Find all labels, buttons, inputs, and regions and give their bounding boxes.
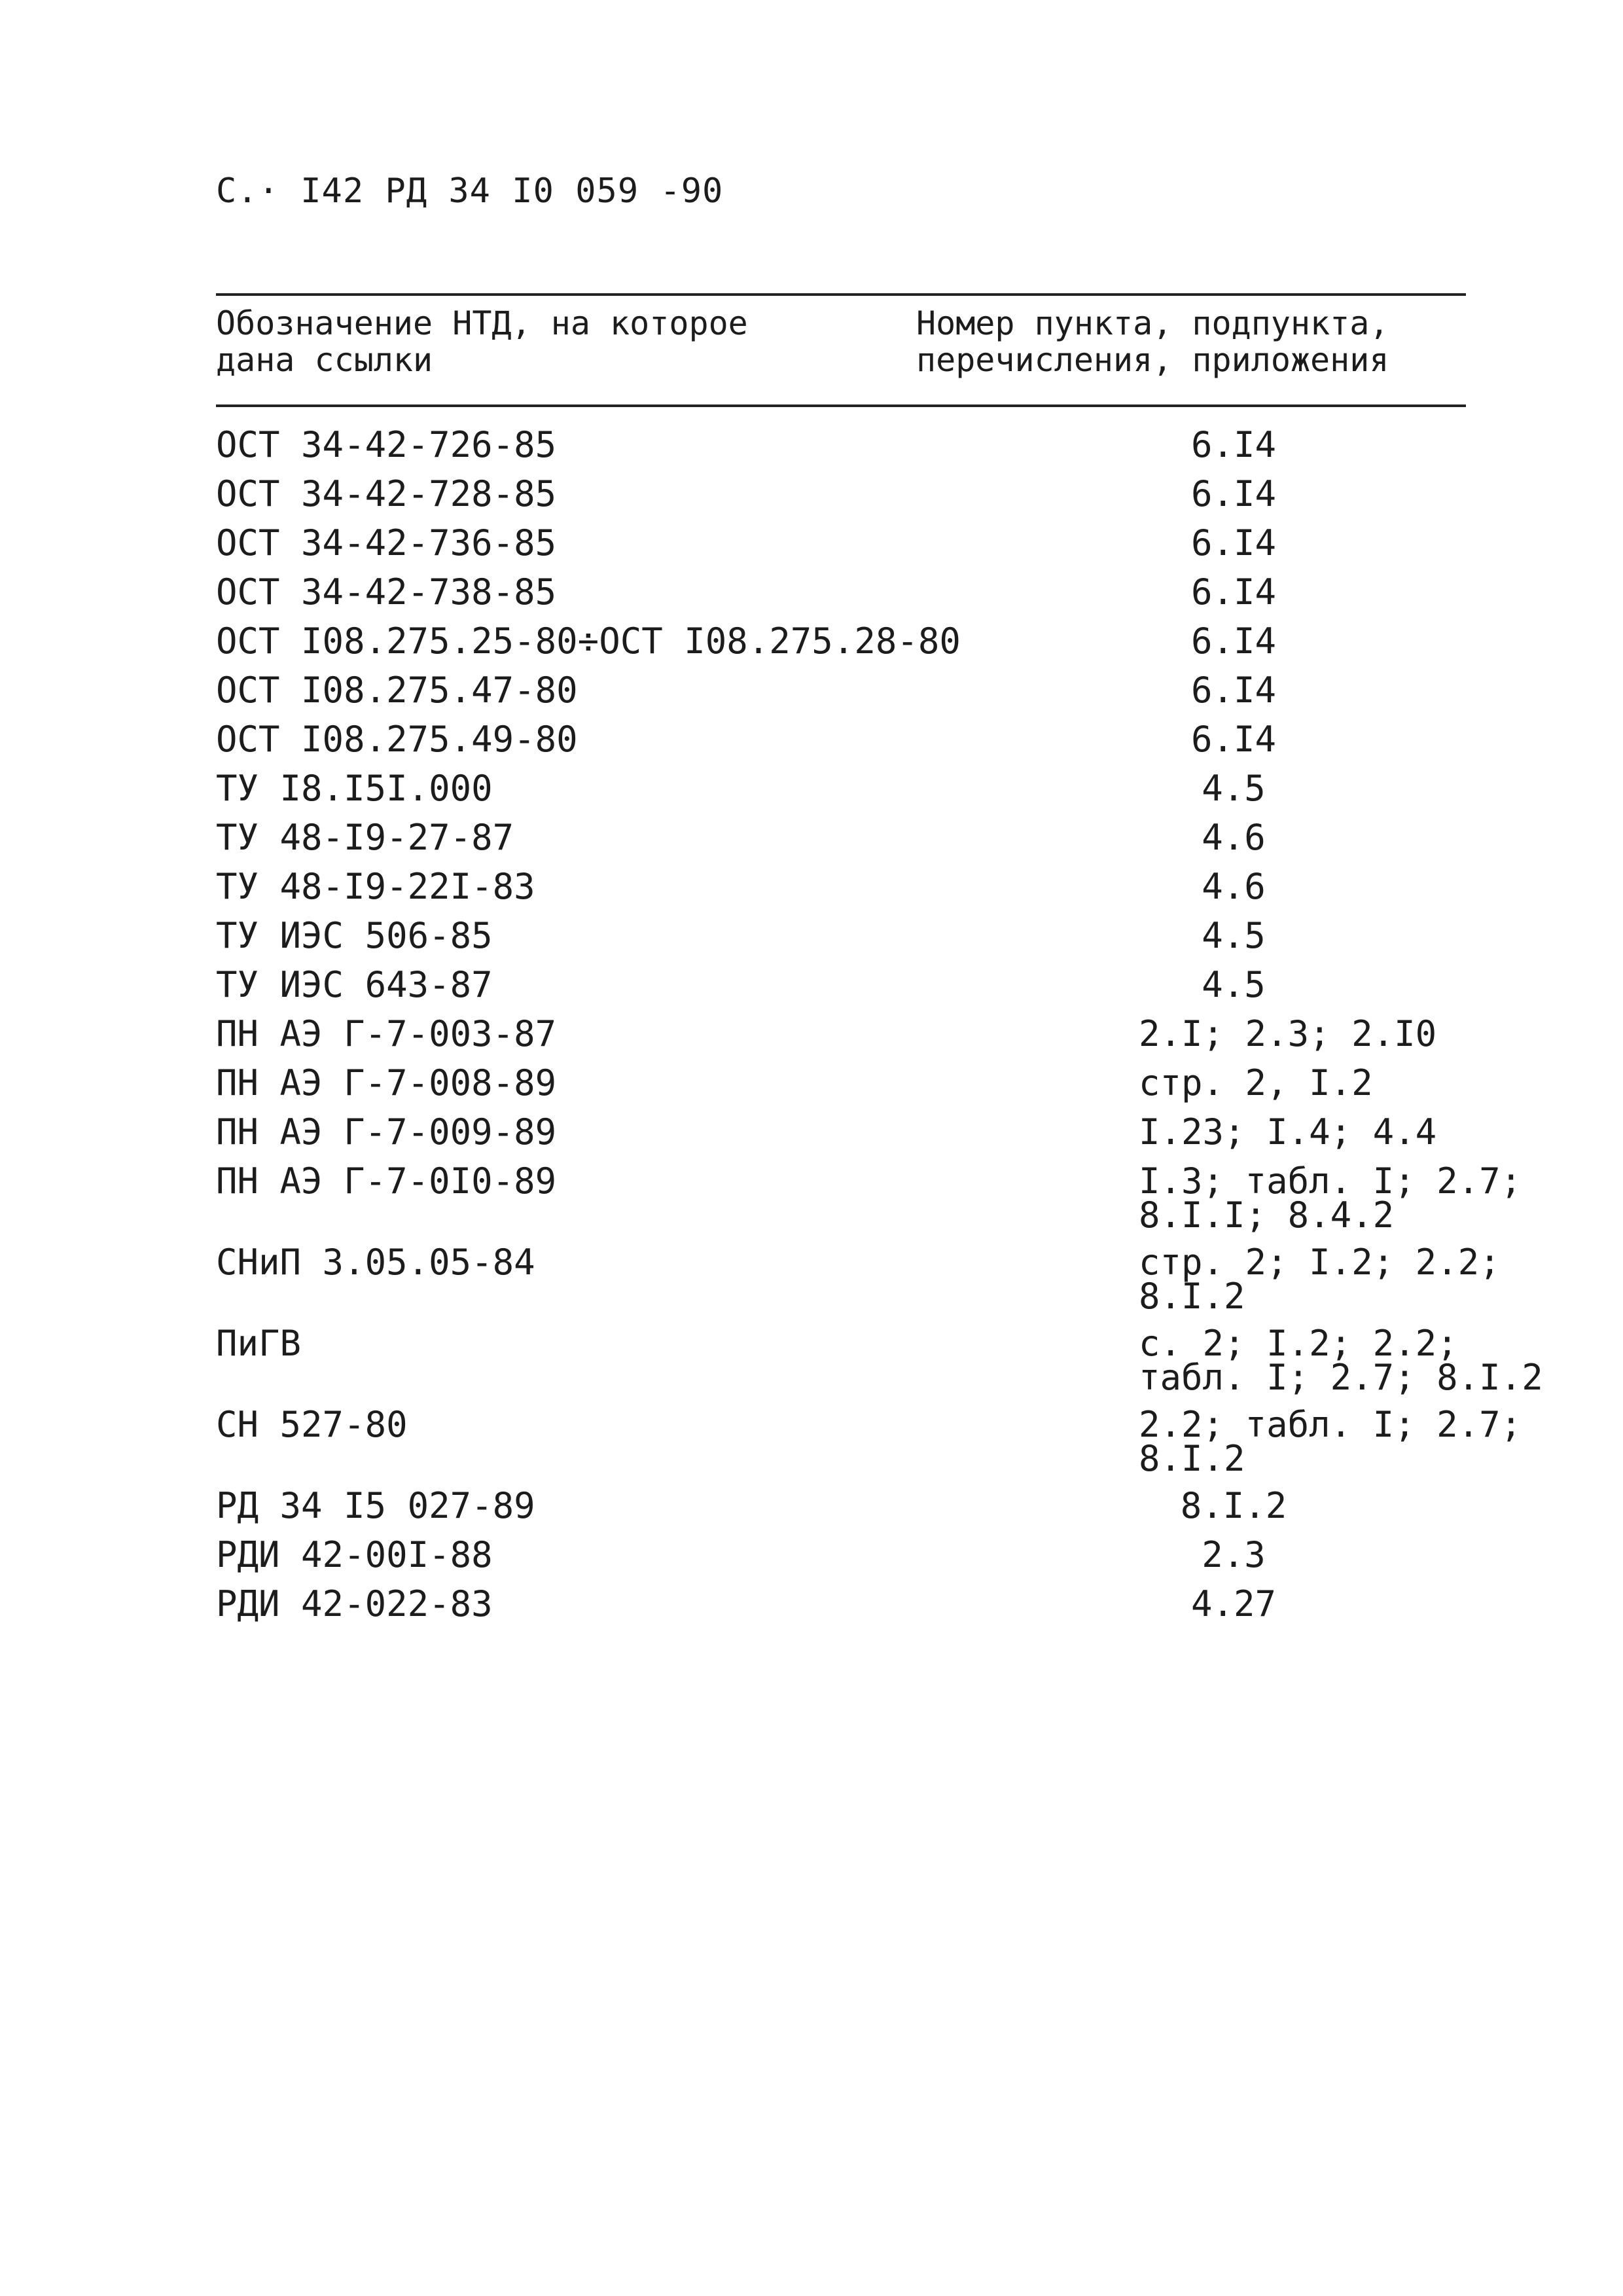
clause-numbers — [1001, 715, 1466, 764]
table-row — [216, 715, 1466, 764]
document-designation: ОСТ I08.275.49-80 — [216, 719, 578, 760]
document-designation: ПН АЭ Г-7-003-87 — [216, 1013, 557, 1054]
clause-numbers — [1001, 1481, 1466, 1530]
clause-number-line: I.23; I.4; 4.4 — [1139, 1111, 1437, 1153]
document-designation: ОСТ 34-42-736-85 — [216, 522, 557, 564]
column-header-designation — [216, 305, 916, 378]
table-row — [216, 469, 1466, 518]
document-designation: ОСТ I08.275.25-80÷ОСТ I08.275.28-80 — [216, 620, 961, 662]
document-designation: ПН АЭ Г-7-008-89 — [216, 1062, 557, 1103]
table-row — [216, 1058, 1466, 1107]
clause-number-line: I.3; табл. I; 2.7; — [1139, 1160, 1522, 1202]
table-row — [216, 420, 1466, 469]
clause-numbers — [1001, 469, 1466, 518]
clause-numbers — [1001, 1009, 1466, 1058]
clause-number-line: 8.I.I; 8.4.2 — [1139, 1194, 1395, 1236]
clause-number-line: 6.I4 — [1190, 670, 1277, 711]
table-row — [216, 518, 1466, 567]
reference-table — [216, 293, 1543, 1628]
table-row — [216, 567, 1466, 617]
clause-number-line: 6.I4 — [1190, 424, 1277, 465]
clause-number-line: 6.I4 — [1190, 719, 1277, 760]
clause-number-line: 4.5 — [1202, 915, 1266, 956]
clause-number-line: стр. 2, I.2 — [1139, 1062, 1373, 1103]
table-row — [216, 1107, 1466, 1157]
clause-number-line: 8.I.2 — [1139, 1438, 1245, 1479]
clause-number-line: 6.I4 — [1190, 473, 1277, 514]
table-row — [216, 617, 1466, 666]
clause-number-line: 8.I.2 — [1180, 1485, 1287, 1526]
document-designation: ПН АЭ Г-7-009-89 — [216, 1111, 557, 1153]
clause-numbers — [1001, 960, 1466, 1009]
clause-numbers — [1001, 1157, 1522, 1238]
clause-numbers — [1001, 1058, 1466, 1107]
column-header-clause — [916, 305, 1466, 378]
clause-number-line: 4.5 — [1202, 768, 1266, 809]
table-row — [216, 1400, 1522, 1481]
document-designation: СНиП 3.05.05-84 — [216, 1242, 535, 1283]
page-header: С.· I42 РД 34 I0 059 -90 — [216, 171, 724, 211]
document-designation: РДИ 42-00I-88 — [216, 1534, 493, 1575]
clause-number-line: 6.I4 — [1190, 620, 1277, 662]
clause-numbers — [1001, 1530, 1466, 1579]
table-row — [216, 1009, 1466, 1058]
table-row — [216, 911, 1466, 960]
clause-number-line: 4.6 — [1202, 866, 1266, 907]
clause-numbers — [1001, 1400, 1522, 1481]
document-designation: ОСТ 34-42-738-85 — [216, 571, 557, 613]
clause-numbers — [1001, 420, 1466, 469]
clause-numbers — [1001, 1579, 1466, 1628]
clause-numbers — [1001, 518, 1466, 567]
clause-number-line: 4.27 — [1190, 1583, 1277, 1624]
clause-numbers — [1001, 617, 1466, 666]
table-row — [216, 813, 1466, 862]
document-designation: ТУ I8.I5I.000 — [216, 768, 493, 809]
table-row — [216, 1157, 1522, 1238]
clause-number-line: 6.I4 — [1190, 571, 1277, 613]
document-designation: ТУ 48-I9-22I-83 — [216, 866, 535, 907]
column-header-designation-line1: Обозначение НТД, на которое — [216, 304, 748, 342]
document-designation: СН 527-80 — [216, 1404, 408, 1445]
document-designation: ТУ ИЭС 506-85 — [216, 915, 493, 956]
clause-number-line: 2.I; 2.3; 2.I0 — [1139, 1013, 1437, 1054]
column-header-designation-line2: дана ссылки — [216, 341, 433, 379]
document-designation: ТУ 48-I9-27-87 — [216, 817, 514, 858]
clause-numbers — [1001, 911, 1466, 960]
table-row — [216, 1319, 1543, 1400]
document-designation: ПН АЭ Г-7-0I0-89 — [216, 1160, 557, 1202]
table-row — [216, 666, 1466, 715]
clause-number-line: стр. 2; I.2; 2.2; — [1139, 1242, 1501, 1283]
table-column-header — [216, 296, 1466, 404]
table-row — [216, 862, 1466, 911]
document-designation: ПиГВ — [216, 1323, 302, 1364]
clause-number-line: 2.3 — [1202, 1534, 1266, 1575]
clause-number-line: 6.I4 — [1190, 522, 1277, 564]
column-header-clause-line2: перечисления, приложения — [916, 341, 1389, 379]
clause-number-line: 2.2; табл. I; 2.7; — [1139, 1404, 1522, 1445]
clause-numbers — [1001, 1238, 1501, 1319]
clause-numbers — [1001, 666, 1466, 715]
document-designation: ОСТ 34-42-728-85 — [216, 473, 557, 514]
document-designation: ТУ ИЭС 643-87 — [216, 964, 493, 1005]
table-row — [216, 1481, 1466, 1530]
table-body — [216, 407, 1543, 1628]
column-header-clause-line1: Номер пункта, подпункта, — [916, 304, 1389, 342]
clause-numbers — [1001, 1107, 1466, 1157]
clause-number-line: 4.6 — [1202, 817, 1266, 858]
clause-numbers — [1001, 1319, 1543, 1400]
clause-numbers — [1001, 813, 1466, 862]
clause-number-line: с. 2; I.2; 2.2; — [1139, 1323, 1458, 1364]
clause-numbers — [1001, 862, 1466, 911]
clause-number-line: табл. I; 2.7; 8.I.2 — [1139, 1357, 1543, 1398]
clause-numbers — [1001, 567, 1466, 617]
document-designation: ОСТ I08.275.47-80 — [216, 670, 578, 711]
table-row — [216, 1238, 1501, 1319]
clause-number-line: 4.5 — [1202, 964, 1266, 1005]
clause-number-line: 8.I.2 — [1139, 1276, 1245, 1317]
document-designation: ОСТ 34-42-726-85 — [216, 424, 557, 465]
clause-numbers — [1001, 764, 1466, 813]
table-row — [216, 960, 1466, 1009]
table-row — [216, 1530, 1466, 1579]
document-designation: РД 34 I5 027-89 — [216, 1485, 535, 1526]
document-designation: РДИ 42-022-83 — [216, 1583, 493, 1624]
table-row — [216, 1579, 1466, 1628]
table-row — [216, 764, 1466, 813]
